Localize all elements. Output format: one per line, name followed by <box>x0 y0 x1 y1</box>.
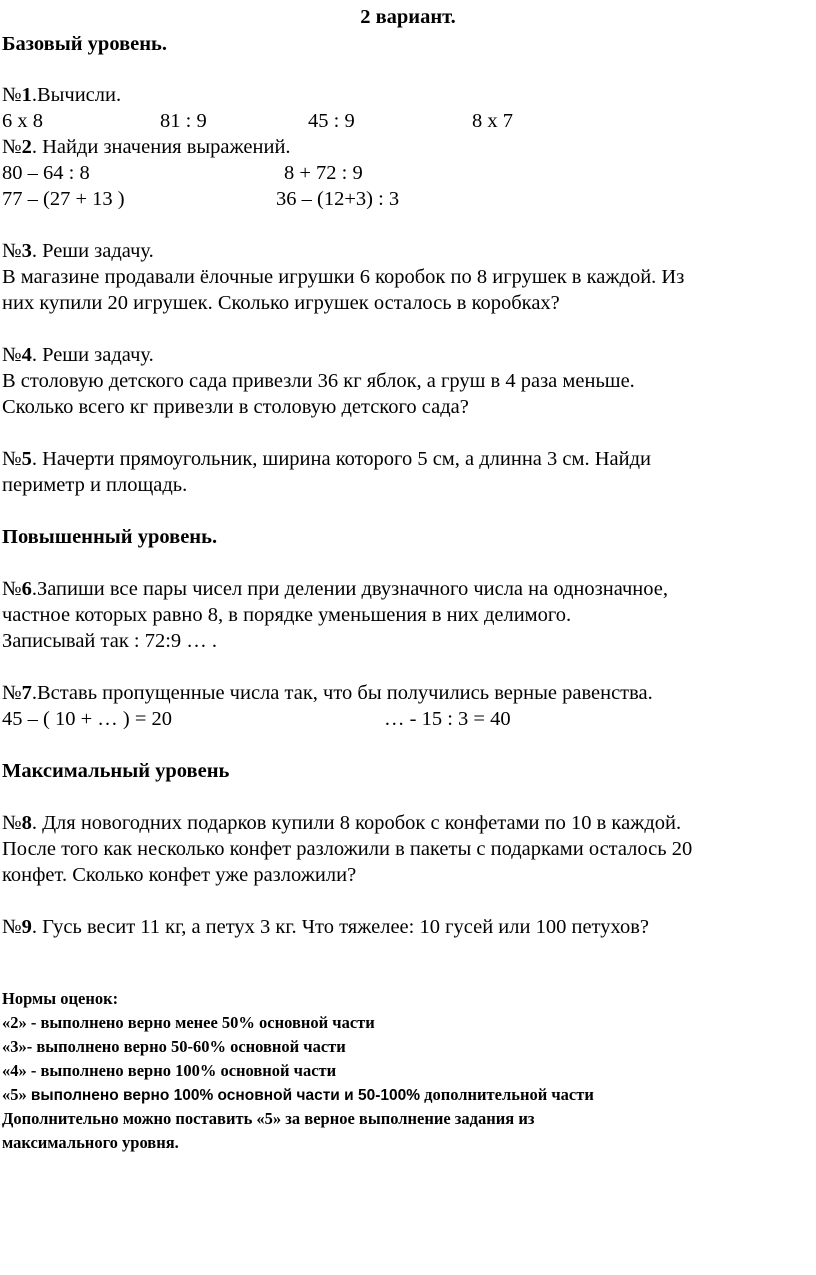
task-4-heading <box>2 342 154 368</box>
task-number: 4 <box>21 344 32 366</box>
task-7-equation: … - 15 : 3 = 40 <box>384 708 511 730</box>
task-1-item: 81 : 9 <box>160 110 207 132</box>
task-number-sign: № <box>2 812 22 834</box>
task-number-sign: № <box>2 448 22 470</box>
task-2-expression: 77 – (27 + 13 ) <box>2 188 125 210</box>
task-number-sign: № <box>2 84 22 106</box>
task-text: .Вставь пропущенные числа так, что бы получились верные равенства. <box>31 682 653 704</box>
task-3-text-line: В магазине продавали ёлочные игрушки 6 коробок по 8 игрушек в каждой. Из <box>2 266 685 288</box>
task-number: 1 <box>21 84 32 106</box>
task-5-text-line: периметр и площадь. <box>2 474 188 496</box>
norms-line: «3»- выполнено верно 50-60% основной части <box>2 1037 346 1056</box>
task-text: .Запиши все пары чисел при делении двузначного числа на однозначное, <box>31 578 669 600</box>
advanced-level-heading: Повышенный уровень. <box>2 526 218 548</box>
task-number: 2 <box>21 136 32 158</box>
task-number-sign: № <box>2 136 22 158</box>
task-text: . Найди значения выражений. <box>31 136 291 158</box>
task-6-text-line: частное которых равно 8, в порядке уменьшения в них делимого. <box>2 604 572 626</box>
task-1-item: 6 х 8 <box>2 110 43 132</box>
norms-line: максимального уровня. <box>2 1133 179 1152</box>
task-number-sign: № <box>2 578 22 600</box>
task-1-item: 45 : 9 <box>308 110 355 132</box>
task-text: . Для новогодних подарков купили 8 коробок с конфетами по 10 в каждой. <box>31 812 682 834</box>
task-number: 5 <box>21 448 32 470</box>
task-text: . Начерти прямоугольник, ширина которого 5 см, а длинна 3 см. Найди <box>31 448 652 470</box>
grade-mark: «5» <box>2 1085 31 1104</box>
task-text: .Вычисли. <box>31 84 122 106</box>
task-1-heading <box>2 82 121 108</box>
task-8-heading <box>2 810 681 836</box>
task-text: . Гусь весит 11 кг, а петух 3 кг. Что тяжелее: 10 гусей или 100 петухов? <box>31 916 649 938</box>
task-2-expression: 80 – 64 : 8 <box>2 162 90 184</box>
task-2-expression: 8 + 72 : 9 <box>284 162 363 184</box>
task-7-equation: 45 – ( 10 + … ) = 20 <box>2 708 173 730</box>
norms-line: «4» - выполнено верно 100% основной части <box>2 1061 337 1080</box>
task-2-heading <box>2 134 291 160</box>
max-level-heading: Максимальный уровень <box>2 760 230 782</box>
task-4-text-line: Сколько всего кг привезли в столовую детского сада? <box>2 396 469 418</box>
task-8-text-line: конфет. Сколько конфет уже разложили? <box>2 864 357 886</box>
task-number-sign: № <box>2 916 22 938</box>
task-number-sign: № <box>2 682 22 704</box>
task-4-text-line: В столовую детского сада привезли 36 кг яблок, а груш в 4 раза меньше. <box>2 370 635 392</box>
task-text: . Реши задачу. <box>31 240 154 262</box>
task-number-sign: № <box>2 240 22 262</box>
task-9-heading <box>2 914 649 940</box>
task-number: 6 <box>21 578 32 600</box>
task-text: . Реши задачу. <box>31 344 154 366</box>
task-number: 7 <box>21 682 32 704</box>
task-8-text-line: После того как несколько конфет разложили в пакеты с подарками осталось 20 <box>2 838 693 860</box>
task-3-heading <box>2 238 154 264</box>
norms-line <box>2 1083 594 1108</box>
task-1-item: 8 х 7 <box>472 110 513 132</box>
task-number: 9 <box>21 916 32 938</box>
norms-line: Дополнительно можно поставить «5» за верное выполнение задания из <box>2 1109 535 1128</box>
norms-heading: Нормы оценок: <box>2 989 119 1008</box>
task-6-text-line: Записывай так : 72:9 … . <box>2 630 218 652</box>
task-7-heading <box>2 680 653 706</box>
task-5-heading <box>2 446 651 472</box>
task-3-text-line: них купили 20 игрушек. Сколько игрушек осталось в коробках? <box>2 292 560 314</box>
task-2-expression: 36 – (12+3) : 3 <box>276 188 400 210</box>
norms-line: «2» - выполнено верно менее 50% основной части <box>2 1013 375 1032</box>
basic-level-heading: Базовый уровень. <box>2 33 168 55</box>
variant-title: 2 вариант. <box>360 6 456 28</box>
task-number: 3 <box>21 240 32 262</box>
task-6-heading <box>2 576 668 602</box>
task-number-sign: № <box>2 344 22 366</box>
norms-line-tail: дополнительной части <box>420 1085 594 1104</box>
task-number: 8 <box>21 812 32 834</box>
norms-line-sans-part: выполнено верно 100% основной части и 50-100% <box>30 1087 421 1104</box>
